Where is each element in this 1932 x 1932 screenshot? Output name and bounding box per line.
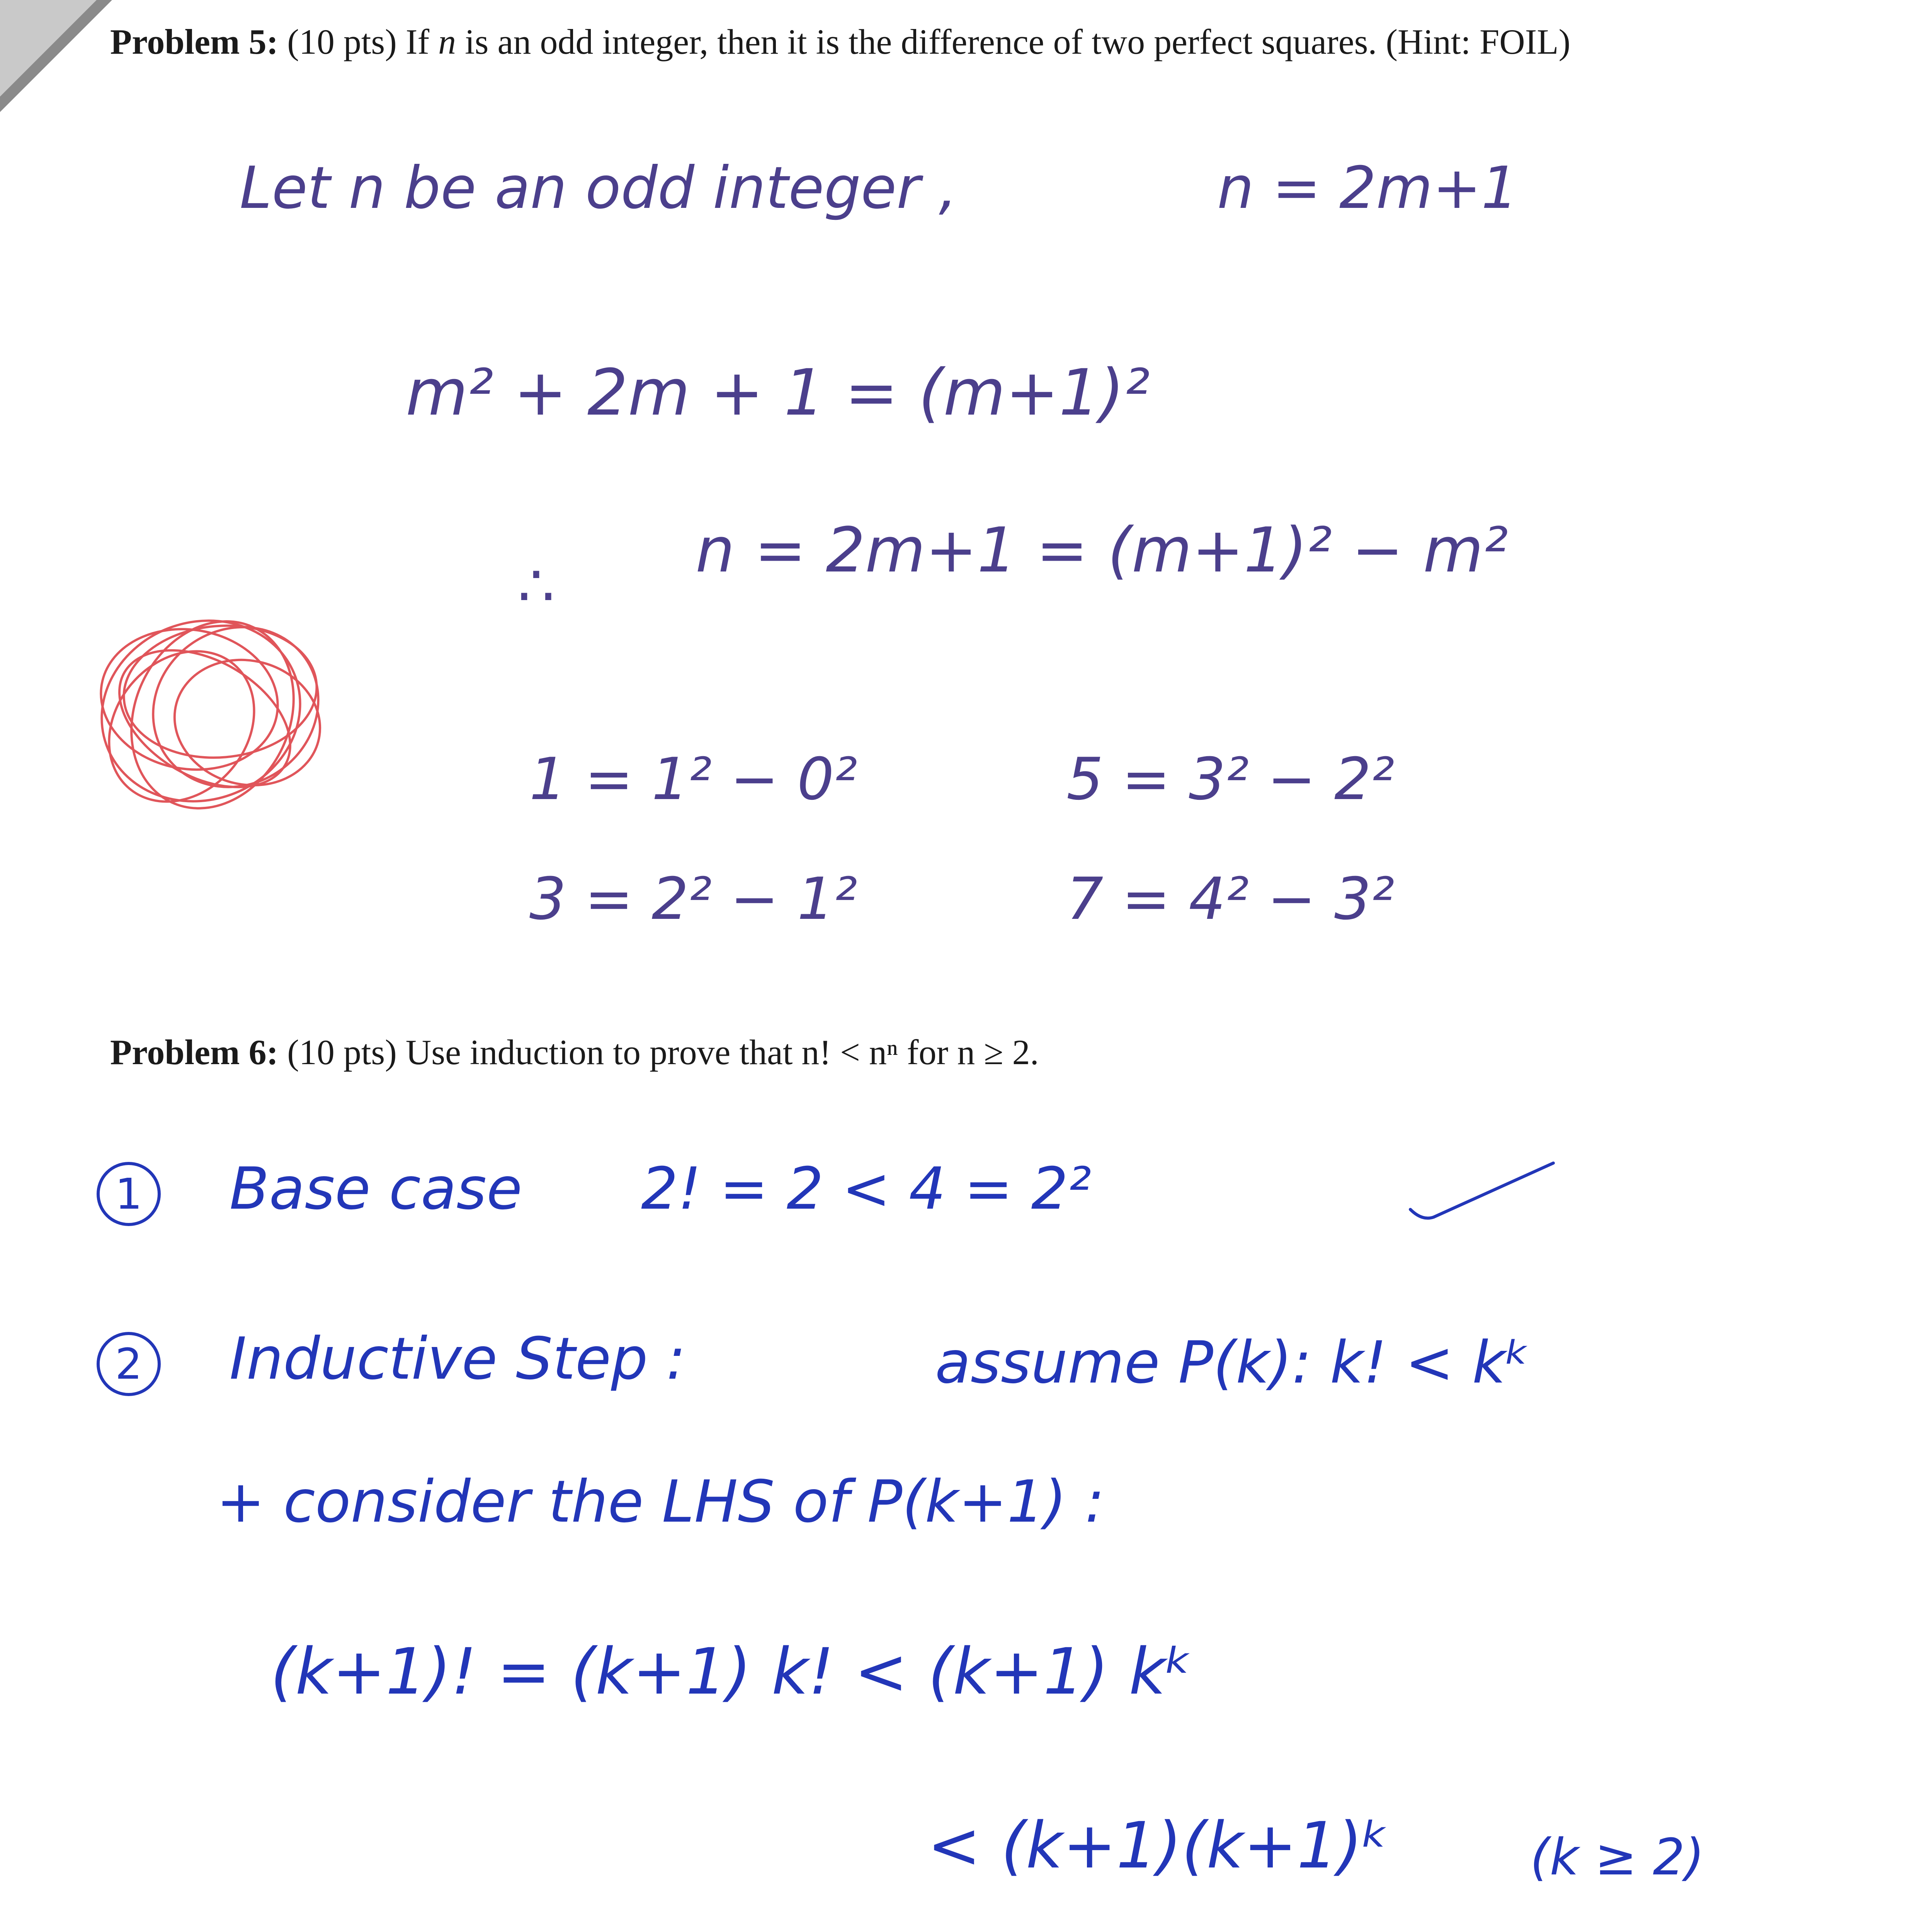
p5-therefore: ∴	[518, 553, 555, 620]
p5-example-3: 3 = 2² − 1²	[529, 866, 857, 933]
p5-line2: m² + 2m + 1 = (m+1)²	[406, 355, 1150, 430]
problem5-statement-pre: (10 pts) If	[287, 22, 430, 61]
checkmark-icon	[1406, 1155, 1561, 1225]
p6-eq1: (k+1)! = (k+1) k! < (k+1) kᵏ	[270, 1634, 1193, 1709]
p5-line1: Let n be an odd integer ,	[240, 155, 957, 222]
p5-example-5: 5 = 3² − 2²	[1066, 746, 1395, 813]
step1-circle-number: 1	[97, 1162, 161, 1226]
problem6-statement: (10 pts) Use induction to prove that n! < nⁿ for n ≥ 2.	[287, 1032, 1039, 1072]
step2-circle-number: 2	[97, 1332, 161, 1396]
p6-eq2-note: (k ≥ 2)	[1530, 1828, 1705, 1886]
step2-label: Inductive Step :	[229, 1325, 686, 1393]
p5-example-7: 7 = 4² − 3²	[1066, 866, 1395, 933]
p6-step2	[97, 1325, 686, 1396]
p5-line3: n = 2m+1 = (m+1)² − m²	[696, 514, 1508, 586]
step1-label: Base case	[229, 1155, 522, 1223]
p6-step1	[97, 1155, 1091, 1226]
p6-eq2: < (k+1)(k+1)ᵏ	[927, 1808, 1390, 1883]
problem5-var-n: n	[438, 22, 456, 61]
red-scribble-1	[73, 599, 352, 831]
p5-example-1: 1 = 1² − 0²	[529, 746, 857, 813]
problem5-statement-post: is an odd integer, then it is the difference of two perfect squares. (Hint: FOIL)	[465, 22, 1571, 61]
problem5-header	[110, 21, 1570, 62]
page-corner-fold-inner	[0, 0, 97, 97]
step1-equation: 2! = 2 < 4 = 2²	[641, 1155, 1092, 1223]
red-scribble-2	[247, 1917, 541, 1932]
p5-line1b: n = 2m+1	[1217, 155, 1518, 222]
problem6-label: Problem 6:	[110, 1032, 279, 1072]
problem5-label: Problem 5:	[110, 22, 279, 61]
step2-assume: assume P(k): k! < kᵏ	[935, 1329, 1531, 1396]
problem6-header	[110, 1032, 1039, 1073]
step2-consider: + consider the LHS of P(k+1) :	[216, 1468, 1105, 1536]
